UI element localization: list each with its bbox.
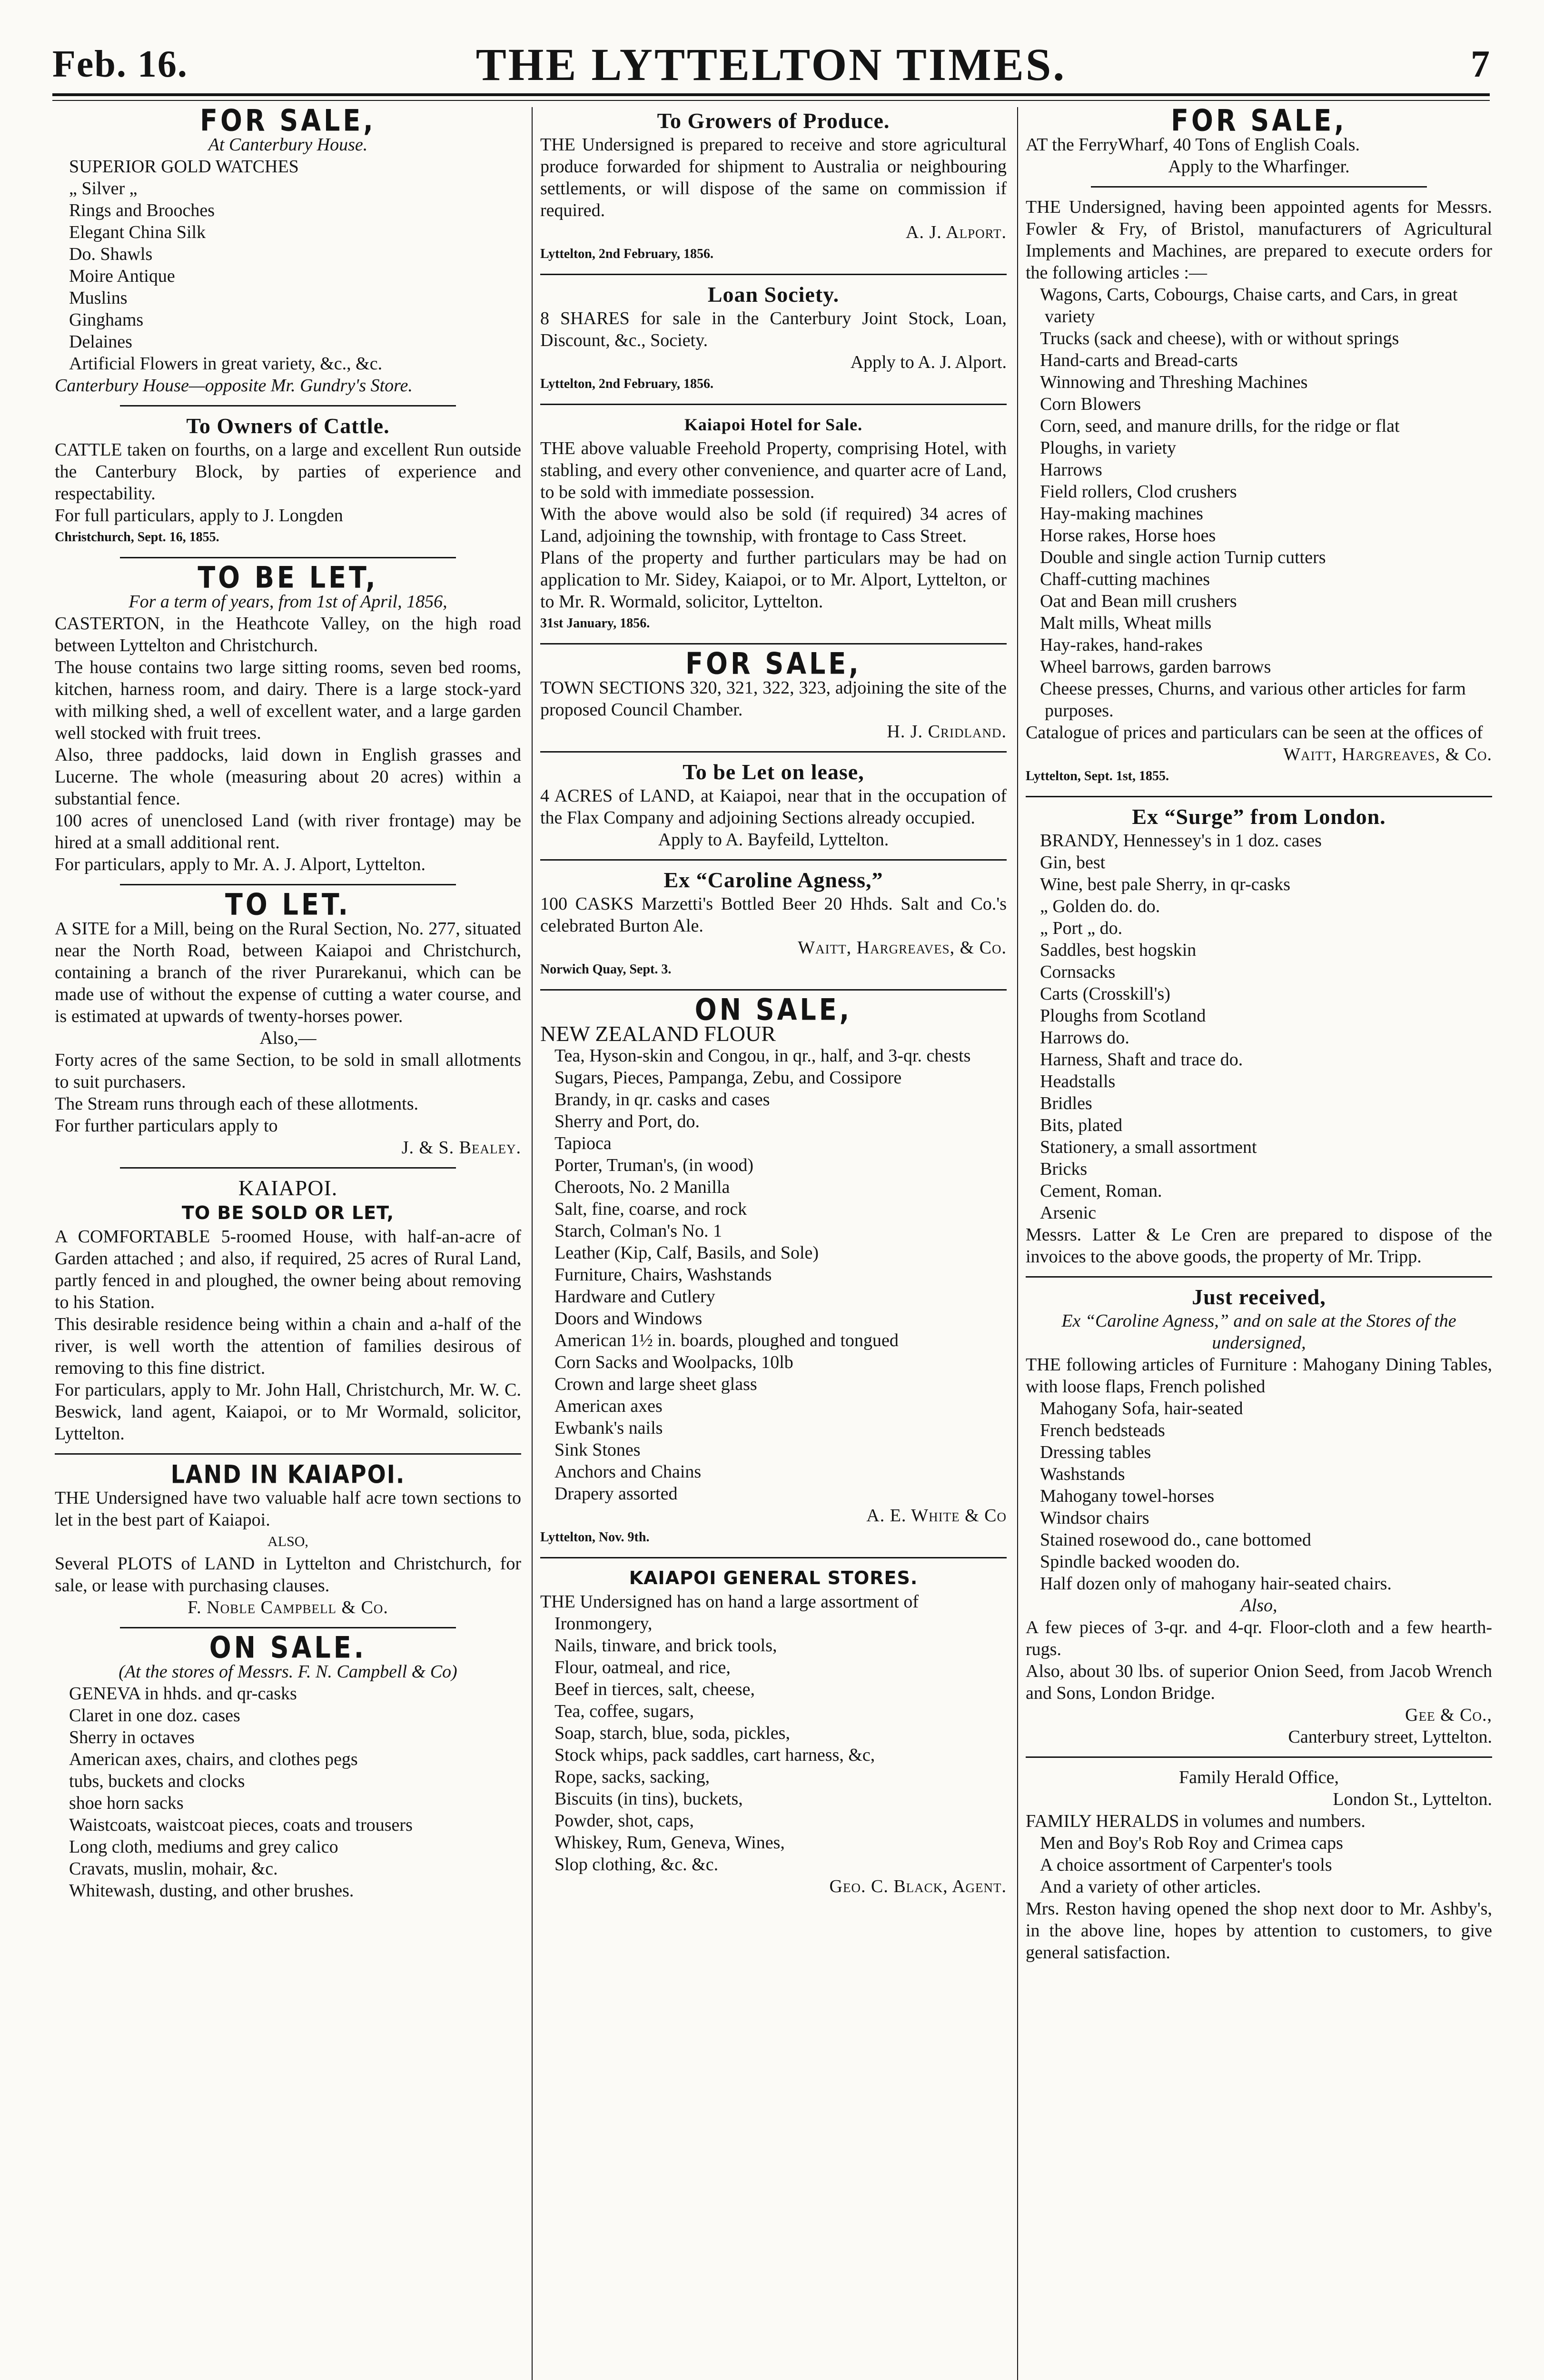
ad-apply: Apply to the Wharfinger. — [1168, 157, 1350, 177]
ad-paragraph: Several PLOTS of LAND in Lyttelton and Christchurch, for sale, or lease with purchasing clauses. — [55, 1554, 521, 1596]
list-item: Corn Sacks and Woolpacks, 10lb — [554, 1352, 793, 1372]
separator — [540, 404, 1007, 405]
list-item: Cheese presses, Churns, and various other articles for farm purposes. — [1040, 679, 1466, 721]
list-item: Leather (Kip, Calf, Basils, and Sole) — [554, 1243, 819, 1263]
ad-canterbury-house — [55, 103, 521, 397]
list-item: tubs, buckets and clocks — [69, 1771, 245, 1791]
ad-signature: J. & S. Bealey. — [401, 1138, 521, 1158]
ad-heading: Just received, — [1192, 1285, 1326, 1309]
issue-date: Feb. 16. — [52, 43, 188, 85]
ad-kaiapoi-hotel — [540, 414, 1007, 635]
item-list — [55, 156, 521, 375]
separator — [1026, 1756, 1492, 1758]
list-item: Spindle backed wooden do. — [1040, 1552, 1240, 1572]
list-item: Drapery assorted — [554, 1484, 678, 1504]
list-item: Claret in one doz. cases — [69, 1706, 240, 1726]
ad-dateline: 31st January, 1856. — [540, 616, 650, 631]
list-item: Tea, coffee, sugars, — [554, 1701, 694, 1721]
ad-paragraph: CASTERTON, in the Heathcote Valley, on the high road between Lyttelton and Christchurch. — [55, 614, 521, 655]
separator — [540, 989, 1007, 991]
ad-dateline: Norwich Quay, Sept. 3. — [540, 962, 672, 977]
list-item: Hardware and Cutlery — [554, 1287, 715, 1307]
ad-loan-society — [540, 284, 1007, 395]
list-item: Bricks — [1040, 1159, 1088, 1179]
item-list — [1026, 1832, 1492, 1898]
list-item: French bedsteads — [1040, 1420, 1165, 1440]
list-item: Dressing tables — [1040, 1442, 1151, 1462]
ad-kaiapoi-house — [55, 1177, 521, 1445]
ad-dateline: Christchurch, Sept. 16, 1855. — [55, 530, 219, 545]
ad-paragraph: Messrs. Latter & Le Cren are prepared to dispose of the invoices to the above goods, the property of Mr. Tripp. — [1026, 1225, 1492, 1267]
list-item: Field rollers, Clod crushers — [1040, 482, 1237, 502]
list-item: Trucks (sack and cheese), with or without springs — [1040, 328, 1399, 348]
ad-also: Also,— — [259, 1028, 317, 1048]
list-item: Rope, sacks, sacking, — [554, 1767, 710, 1787]
ad-paragraph: With the above would also be sold (if required) 34 acres of Land, adjoining the township, with frontage to Cass Street. — [540, 504, 1007, 546]
list-item: American 1½ in. boards, ploughed and tongued — [554, 1330, 899, 1350]
list-item: shoe horn sacks — [69, 1793, 184, 1813]
ad-body: TOWN SECTIONS 320, 321, 322, 323, adjoining the site of the proposed Council Chamber. — [540, 678, 1007, 720]
list-item: Bits, plated — [1040, 1115, 1123, 1135]
list-item: Ploughs, in variety — [1040, 438, 1177, 458]
column-3 — [1026, 103, 1492, 2380]
ad-paragraph: THE above valuable Freehold Property, comprising Hotel, with stabling, and every other convenience, and quarter acre of Land, to be sold with immediate possession. — [540, 438, 1007, 502]
ad-dateline: Lyttelton, Nov. 9th. — [540, 1530, 650, 1545]
ad-dateline: Lyttelton, Sept. 1st, 1855. — [1026, 769, 1169, 783]
ad-body: AT the FerryWharf, 40 Tons of English Coals. — [1026, 135, 1360, 155]
ad-paragraph: A few pieces of 3-qr. and 4-qr. Floor-cloth and a few hearth-rugs. — [1026, 1617, 1492, 1659]
list-item: Wagons, Carts, Cobourgs, Chaise carts, and Cars, in great variety — [1040, 285, 1458, 327]
list-item: Hay-rakes, hand-rakes — [1040, 635, 1203, 655]
list-item: Beef in tierces, salt, cheese, — [554, 1679, 755, 1699]
ad-on-sale-white — [540, 992, 1007, 1548]
column-2 — [540, 107, 1007, 2380]
ad-signature: Apply to A. J. Alport. — [850, 352, 1007, 372]
list-item: Saddles, best hogskin — [1040, 940, 1197, 960]
ad-body: THE Undersigned is prepared to receive and store agricultural produce forwarded for shipment to Australia or neighbouring settlements, or will dispose of the same on commission if required. — [540, 135, 1007, 220]
list-item: Salt, fine, coarse, and rock — [554, 1199, 747, 1219]
item-list — [1026, 830, 1492, 1224]
list-item: Sugars, Pieces, Pampanga, Zebu, and Cossipore — [554, 1068, 902, 1088]
list-item: Brandy, in qr. casks and cases — [554, 1090, 770, 1110]
list-item: Windsor chairs — [1040, 1508, 1149, 1528]
separator — [540, 859, 1007, 861]
list-item: Men and Boy's Rob Roy and Crimea caps — [1040, 1833, 1343, 1853]
list-item: Hand-carts and Bread-carts — [1040, 350, 1238, 370]
ad-paragraph: A COMFORTABLE 5-roomed House, with half-an-acre of Garden attached ; and also, if required, 25 acres of Rural Land, partly fenced in and ploughed, the owner being about removing to his Station. — [55, 1227, 521, 1312]
masthead-rule — [52, 93, 1490, 96]
ad-town-sections — [540, 646, 1007, 743]
column-divider-2 — [1017, 107, 1018, 2380]
separator — [1091, 186, 1427, 188]
ad-paragraph: The Stream runs through each of these allotments. — [55, 1094, 419, 1114]
ad-heading: KAIAPOI GENERAL STORES. — [629, 1567, 918, 1588]
ad-fowler-fry-implements — [1026, 196, 1492, 787]
ad-heading: FOR SALE, — [200, 103, 376, 138]
ad-heading: ON SALE, — [694, 992, 852, 1027]
list-item: And a variety of other articles. — [1040, 1877, 1261, 1897]
ad-heading: KAIAPOI. — [238, 1176, 338, 1200]
ad-heading: To Growers of Produce. — [657, 109, 890, 133]
ad-footer: Canterbury House—opposite Mr. Gundry's Store. — [55, 376, 413, 396]
list-item: Wine, best pale Sherry, in qr-casks — [1040, 874, 1291, 894]
separator — [540, 643, 1007, 645]
ad-signature: H. J. Cridland. — [887, 722, 1007, 742]
list-item: Do. Shawls — [69, 244, 153, 264]
list-item: Winnowing and Threshing Machines — [1040, 372, 1308, 392]
list-item: Cement, Roman. — [1040, 1181, 1162, 1201]
ad-heading: LAND IN KAIAPOI. — [170, 1459, 406, 1489]
list-item: Gin, best — [1040, 853, 1106, 873]
ad-paragraph: 100 acres of unenclosed Land (with river frontage) may be hired at a small additional rent. — [55, 811, 521, 853]
list-item: GENEVA in hhds. and qr-casks — [69, 1684, 297, 1704]
list-item: Half dozen only of mahogany hair-seated chairs. — [1040, 1574, 1392, 1594]
ad-apply: For full particulars, apply to J. Longden — [55, 506, 343, 526]
ad-paragraph: A SITE for a Mill, being on the Rural Section, No. 277, situated near the North Road, between Kaiapoi and Christchurch, containing a branch of the river Purarekanui, which can be made use of without the expense of cutting a water course, and is estimated at upwards of twenty-horses power. — [55, 919, 521, 1026]
ad-heading: FOR SALE, — [1171, 103, 1347, 138]
list-item: Oat and Bean mill crushers — [1040, 591, 1237, 611]
ad-signature: A. J. Alport. — [906, 222, 1007, 242]
list-item: American axes, chairs, and clothes pegs — [69, 1749, 358, 1769]
ad-land-in-kaiapoi — [55, 1459, 521, 1618]
ad-growers-of-produce — [540, 110, 1007, 265]
list-item: Carts (Crosskill's) — [1040, 984, 1170, 1004]
separator — [120, 884, 456, 885]
list-item: Powder, shot, caps, — [554, 1811, 694, 1831]
separator — [120, 1167, 456, 1169]
ad-heading: Ex “Caroline Agness,” — [663, 868, 883, 892]
ad-body: 100 CASKS Marzetti's Bottled Beer 20 Hhds. Salt and Co.'s celebrated Burton Ale. — [540, 894, 1007, 936]
list-item: Elegant China Silk — [69, 222, 206, 242]
ad-paragraph: For further particulars apply to — [55, 1116, 278, 1136]
ad-caroline-agness-beer — [540, 869, 1007, 981]
list-item: Sherry in octaves — [69, 1727, 195, 1747]
list-item: Stationery, a small assortment — [1040, 1137, 1257, 1157]
ad-paragraph: Catalogue of prices and particulars can be seen at the offices of — [1026, 723, 1483, 743]
list-item: Stock whips, pack saddles, cart harness, &c, — [554, 1745, 875, 1765]
column-divider-1 — [532, 107, 533, 2380]
separator — [120, 405, 456, 407]
list-item: Harness, Shaft and trace do. — [1040, 1050, 1243, 1070]
ad-also: Also, — [1240, 1596, 1277, 1616]
list-item: SUPERIOR GOLD WATCHES — [69, 157, 299, 177]
list-item: Porter, Truman's, (in wood) — [554, 1155, 754, 1175]
ad-dateline: Lyttelton, 2nd February, 1856. — [540, 377, 714, 391]
list-item: Chaff-cutting machines — [1040, 569, 1210, 589]
ad-heading: FOR SALE, — [685, 646, 861, 681]
ad-office: Family Herald Office, — [1179, 1767, 1339, 1787]
list-item: Starch, Colman's No. 1 — [554, 1221, 722, 1241]
column-1 — [55, 103, 521, 2380]
ad-dateline: Lyttelton, 2nd February, 1856. — [540, 247, 714, 261]
ad-paragraph: THE Undersigned have two valuable half acre town sections to let in the best part of Kaiapoi. — [55, 1488, 521, 1530]
list-item: „ Port „ do. — [1040, 918, 1123, 938]
list-item: „ Golden do. do. — [1040, 896, 1160, 916]
list-item: Doors and Windows — [554, 1309, 703, 1329]
ad-body: CATTLE taken on fourths, on a large and excellent Run outside the Canterbury Block, by parties of experience and respectability. — [55, 440, 521, 504]
ad-address: Canterbury street, Lyttelton. — [1288, 1727, 1492, 1747]
separator — [540, 751, 1007, 753]
item-list — [540, 1045, 1007, 1505]
list-item: Headstalls — [1040, 1071, 1116, 1091]
ad-kaiapoi-general-stores — [540, 1567, 1007, 1897]
list-item: Sherry and Port, do. — [554, 1111, 700, 1131]
masthead — [52, 29, 1490, 100]
ad-surge-from-london — [1026, 806, 1492, 1268]
separator — [1026, 1276, 1492, 1278]
ad-just-received-furniture — [1026, 1286, 1492, 1748]
list-item: Stained rosewood do., cane bottomed — [1040, 1530, 1311, 1550]
ad-body: 4 ACRES of LAND, at Kaiapoi, near that in the occupation of the Flax Company and adjoining Sections already occupied. — [540, 786, 1007, 828]
ad-lead: NEW ZEALAND FLOUR — [540, 1021, 776, 1046]
ad-subheading: At Canterbury House. — [208, 135, 368, 155]
list-item: Moire Antique — [69, 266, 175, 286]
ad-paragraph: The house contains two large sitting rooms, seven bed rooms, kitchen, harness room, and dairy. There is a large stock-yard with milking shed, a well of excellent water, and a large garden well stocked with fruit trees. — [55, 657, 521, 743]
ad-heading: Ex “Surge” from London. — [1132, 804, 1386, 829]
ad-paragraph: Also, about 30 lbs. of superior Onion Seed, from Jacob Wrench and Sons, London Bridge. — [1026, 1661, 1492, 1703]
list-item: Crown and large sheet glass — [554, 1374, 757, 1394]
ad-lead: THE following articles of Furniture : Mahogany Dining Tables, with loose flaps, French polished — [1026, 1355, 1492, 1397]
ad-heading: Loan Society. — [707, 282, 840, 307]
ad-on-sale-campbell — [55, 1630, 521, 1902]
list-item: Tea, Hyson-skin and Congou, in qr., half, and 3-qr. chests — [554, 1046, 971, 1066]
item-list — [55, 1683, 521, 1902]
list-item: Artificial Flowers in great variety, &c., &c. — [69, 354, 383, 374]
ad-subheading: For a term of years, from 1st of April, 1856, — [129, 592, 447, 612]
ad-heading: TO LET. — [225, 887, 351, 922]
ad-paragraph: Forty acres of the same Section, to be sold in small allotments to suit purchasers. — [55, 1050, 521, 1092]
ad-paragraph: Plans of the property and further particulars may be had on application to Mr. Sidey, Kaiapoi, or to Mr. Alport, Lyttelton, or to Mr. R. Wormald, solicitor, Lyttelton. — [540, 548, 1007, 612]
ad-paragraph: For particulars, apply to Mr. A. J. Alport, Lyttelton. — [55, 854, 426, 874]
list-item: Anchors and Chains — [554, 1462, 702, 1482]
item-list — [1026, 1398, 1492, 1595]
ad-signature: A. E. White & Co — [866, 1506, 1007, 1526]
newspaper-title: THE LYTTELTON TIMES. — [475, 39, 1067, 90]
ad-to-be-let-on-lease — [540, 761, 1007, 851]
ad-casterton-to-let — [55, 560, 521, 875]
ad-heading: To Owners of Cattle. — [186, 414, 390, 438]
ad-body: 8 SHARES for sale in the Canterbury Joint Stock, Loan, Discount, &c., Society. — [540, 308, 1007, 350]
list-item: Mahogany towel-horses — [1040, 1486, 1215, 1506]
ad-english-coals — [1026, 103, 1492, 178]
ad-paragraph: For particulars, apply to Mr. John Hall, Christchurch, Mr. W. C. Beswick, land agent, Kaiapoi, or to Mr Wormald, solicitor, Lyttelton. — [55, 1380, 521, 1444]
separator — [540, 1557, 1007, 1558]
list-item: Muslins — [69, 288, 128, 308]
separator — [1026, 796, 1492, 797]
ad-apply: Apply to A. Bayfeild, Lyttelton. — [658, 830, 889, 850]
list-item: A choice assortment of Carpenter's tools — [1040, 1855, 1332, 1875]
ad-signature: F. Noble Campbell & Co. — [188, 1597, 388, 1617]
ad-subheading: TO BE SOLD OR LET, — [181, 1202, 395, 1223]
list-item: Cravats, muslin, mohair, &c. — [69, 1859, 278, 1879]
list-item: American axes — [554, 1396, 663, 1416]
list-item: Nails, tinware, and brick tools, — [554, 1636, 777, 1656]
ad-family-herald — [1026, 1766, 1492, 1964]
list-item: Ploughs from Scotland — [1040, 1006, 1206, 1026]
list-item: Soap, starch, blue, soda, pickles, — [554, 1723, 790, 1743]
ad-heading: ON SALE. — [209, 1630, 367, 1665]
list-item: „ Silver „ — [69, 178, 138, 198]
list-item: Waistcoats, waistcoat pieces, coats and trousers — [69, 1815, 413, 1835]
masthead-rule-thin — [52, 100, 1490, 101]
list-item: Harrows — [1040, 460, 1102, 480]
list-item: Biscuits (in tins), buckets, — [554, 1789, 743, 1809]
list-item: Cornsacks — [1040, 962, 1116, 982]
ad-office-address: London St., Lyttelton. — [1333, 1789, 1492, 1809]
list-item: Washstands — [1040, 1464, 1125, 1484]
item-list — [1026, 284, 1492, 722]
list-item: Delaines — [69, 332, 132, 352]
list-item: Corn, seed, and manure drills, for the ridge or flat — [1040, 416, 1400, 436]
list-item: Whiskey, Rum, Geneva, Wines, — [554, 1833, 785, 1853]
list-item: Flour, oatmeal, and rice, — [554, 1657, 731, 1677]
ad-lead: THE Undersigned, having been appointed agents for Messrs. Fowler & Fry, of Bristol, manufacturers of Agricultural Implements and Machines, are prepared to execute orders for the following articles :— — [1026, 197, 1492, 283]
list-item: Bridles — [1040, 1093, 1092, 1113]
ad-lead: THE Undersigned has on hand a large assortment of — [540, 1592, 919, 1612]
list-item: Ironmongery, — [554, 1614, 653, 1634]
ad-heading: To be Let on lease, — [683, 760, 864, 784]
list-item: Horse rakes, Horse hoes — [1040, 526, 1216, 545]
list-item: Ewbank's nails — [554, 1418, 663, 1438]
separator — [540, 274, 1007, 275]
page-number: 7 — [1471, 43, 1490, 85]
ad-heading: TO BE LET, — [198, 560, 378, 595]
list-item: Cheroots, No. 2 Manilla — [554, 1177, 730, 1197]
ad-signature: Waitt, Hargreaves, & Co. — [1283, 744, 1492, 764]
ad-signature: Geo. C. Black, Agent. — [829, 1876, 1007, 1896]
list-item: Furniture, Chairs, Washstands — [554, 1265, 772, 1285]
list-item: Rings and Brooches — [69, 200, 215, 220]
list-item: Tapioca — [554, 1133, 612, 1153]
list-item: Hay-making machines — [1040, 504, 1203, 524]
ad-paragraph: Also, three paddocks, laid down in English grasses and Lucerne. The whole (measuring about 20 acres) within a substantial fence. — [55, 745, 521, 809]
list-item: Malt mills, Wheat mills — [1040, 613, 1212, 633]
separator — [55, 1453, 521, 1455]
separator — [120, 557, 456, 558]
list-item: Double and single action Turnip cutters — [1040, 547, 1326, 567]
ad-signature: Waitt, Hargreaves, & Co. — [798, 938, 1007, 958]
item-list — [540, 1613, 1007, 1875]
ad-owners-of-cattle — [55, 415, 521, 548]
separator — [120, 1627, 456, 1628]
ad-subheading: Ex “Caroline Agness,” and on sale at the Stores of the undersigned, — [1061, 1311, 1456, 1353]
ad-also: ALSO, — [267, 1534, 308, 1549]
list-item: Mahogany Sofa, hair-seated — [1040, 1398, 1243, 1418]
list-item: Long cloth, mediums and grey calico — [69, 1837, 338, 1857]
ad-signature: Gee & Co., — [1405, 1705, 1492, 1725]
ad-paragraph: This desirable residence being within a chain and a-half of the river, is well worth the attention of families desirous of removing to this fine district. — [55, 1314, 521, 1378]
ad-mill-site-to-let — [55, 887, 521, 1159]
list-item: Ginghams — [69, 310, 144, 330]
list-item: Harrows do. — [1040, 1028, 1129, 1048]
list-item: BRANDY, Hennessey's in 1 doz. cases — [1040, 831, 1322, 851]
list-item: Whitewash, dusting, and other brushes. — [69, 1881, 354, 1901]
list-item: Wheel barrows, garden barrows — [1040, 657, 1271, 677]
list-item: Arsenic — [1040, 1203, 1097, 1223]
ad-body: FAMILY HERALDS in volumes and numbers. — [1026, 1811, 1366, 1831]
ad-subheading: (At the stores of Messrs. F. N. Campbell & Co) — [119, 1662, 457, 1682]
list-item: Corn Blowers — [1040, 394, 1141, 414]
list-item: Sink Stones — [554, 1440, 641, 1460]
ad-heading: Kaiapoi Hotel for Sale. — [684, 415, 863, 434]
ad-paragraph: Mrs. Reston having opened the shop next door to Mr. Ashby's, in the above line, hopes by attention to customers, to give general satisfaction. — [1026, 1899, 1492, 1963]
list-item: Slop clothing, &c. &c. — [554, 1854, 719, 1874]
